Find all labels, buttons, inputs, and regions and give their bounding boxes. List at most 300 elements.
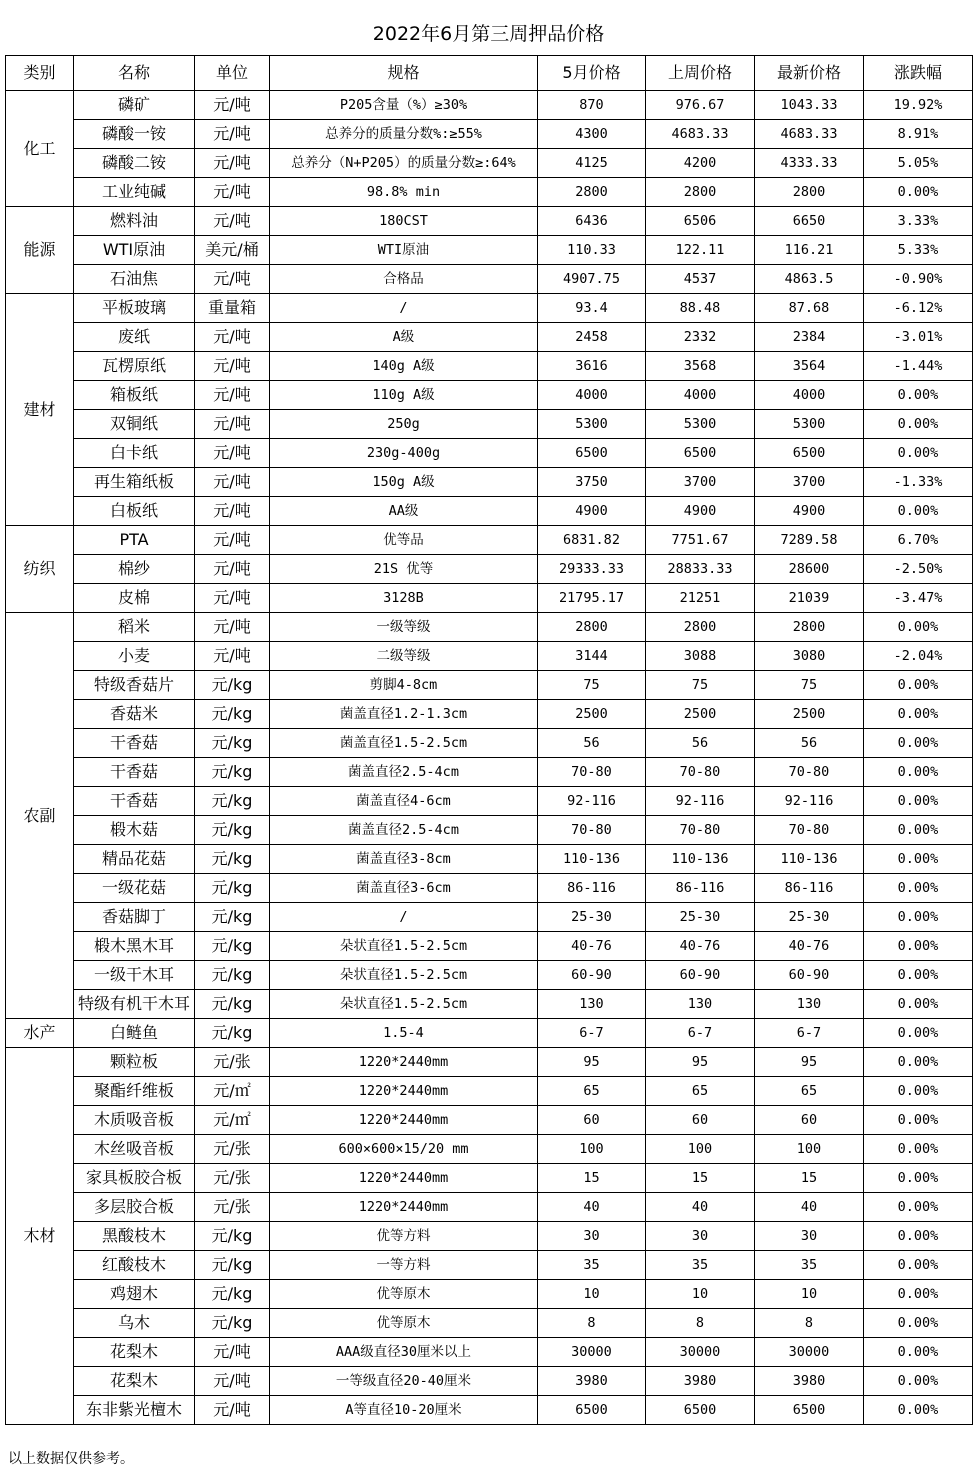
- last-week-price-cell: 35: [646, 1251, 755, 1280]
- change-rate-cell: 0.00%: [864, 816, 973, 845]
- last-week-price-cell: 70-80: [646, 816, 755, 845]
- item-unit-cell: 元/㎡: [195, 1077, 270, 1106]
- last-week-price-cell: 110-136: [646, 845, 755, 874]
- may-price-cell: 110-136: [538, 845, 646, 874]
- change-rate-cell: 0.00%: [864, 1106, 973, 1135]
- last-week-price-cell: 25-30: [646, 903, 755, 932]
- header-category: 类别: [6, 56, 74, 91]
- item-unit-cell: 元/kg: [195, 1309, 270, 1338]
- item-name-cell: 双铜纸: [74, 410, 195, 439]
- item-unit-cell: 元/kg: [195, 758, 270, 787]
- item-name-cell: 磷酸二铵: [74, 149, 195, 178]
- item-unit-cell: 元/吨: [195, 91, 270, 120]
- item-spec-cell: 菌盖直径2.5-4cm: [270, 816, 538, 845]
- item-spec-cell: 总养分（N+P205）的质量分数≥:64%: [270, 149, 538, 178]
- latest-price-cell: 3980: [755, 1367, 864, 1396]
- item-spec-cell: P205含量（%）≥30%: [270, 91, 538, 120]
- item-unit-cell: 元/kg: [195, 845, 270, 874]
- item-name-cell: 乌木: [74, 1309, 195, 1338]
- may-price-cell: 65: [538, 1077, 646, 1106]
- item-unit-cell: 元/吨: [195, 265, 270, 294]
- item-unit-cell: 元/吨: [195, 1367, 270, 1396]
- item-spec-cell: 3128B: [270, 584, 538, 613]
- item-spec-cell: 朵状直径1.5-2.5cm: [270, 961, 538, 990]
- item-name-cell: 白鲢鱼: [74, 1019, 195, 1048]
- item-spec-cell: 菌盖直径1.2-1.3cm: [270, 700, 538, 729]
- item-unit-cell: 元/kg: [195, 1251, 270, 1280]
- last-week-price-cell: 2800: [646, 613, 755, 642]
- last-week-price-cell: 70-80: [646, 758, 755, 787]
- item-name-cell: 精品花菇: [74, 845, 195, 874]
- change-rate-cell: 0.00%: [864, 1309, 973, 1338]
- may-price-cell: 30: [538, 1222, 646, 1251]
- may-price-cell: 35: [538, 1251, 646, 1280]
- table-row: [6, 1019, 973, 1048]
- table-body: [6, 91, 973, 1425]
- table-row: [6, 903, 973, 932]
- item-unit-cell: 元/张: [195, 1193, 270, 1222]
- latest-price-cell: 6-7: [755, 1019, 864, 1048]
- change-rate-cell: -2.04%: [864, 642, 973, 671]
- item-name-cell: 花梨木: [74, 1338, 195, 1367]
- item-unit-cell: 元/kg: [195, 1280, 270, 1309]
- last-week-price-cell: 30000: [646, 1338, 755, 1367]
- last-week-price-cell: 2332: [646, 323, 755, 352]
- may-price-cell: 3980: [538, 1367, 646, 1396]
- may-price-cell: 21795.17: [538, 584, 646, 613]
- last-week-price-cell: 2500: [646, 700, 755, 729]
- item-spec-cell: 1220*2440mm: [270, 1077, 538, 1106]
- item-unit-cell: 元/张: [195, 1135, 270, 1164]
- item-spec-cell: 600×600×15/20 mm: [270, 1135, 538, 1164]
- header-latest-price: 最新价格: [755, 56, 864, 91]
- item-name-cell: 家具板胶合板: [74, 1164, 195, 1193]
- item-spec-cell: 1.5-4: [270, 1019, 538, 1048]
- latest-price-cell: 100: [755, 1135, 864, 1164]
- change-rate-cell: 0.00%: [864, 961, 973, 990]
- change-rate-cell: -0.90%: [864, 265, 973, 294]
- item-unit-cell: 元/吨: [195, 1338, 270, 1367]
- latest-price-cell: 130: [755, 990, 864, 1019]
- table-row: [6, 352, 973, 381]
- change-rate-cell: 0.00%: [864, 497, 973, 526]
- table-row: [6, 149, 973, 178]
- table-row: [6, 816, 973, 845]
- last-week-price-cell: 6506: [646, 207, 755, 236]
- table-row: [6, 555, 973, 584]
- item-name-cell: 箱板纸: [74, 381, 195, 410]
- item-unit-cell: 元/吨: [195, 468, 270, 497]
- item-name-cell: 聚酯纤维板: [74, 1077, 195, 1106]
- last-week-price-cell: 56: [646, 729, 755, 758]
- item-name-cell: 干香菇: [74, 787, 195, 816]
- item-unit-cell: 元/kg: [195, 961, 270, 990]
- item-spec-cell: 优等原木: [270, 1309, 538, 1338]
- item-unit-cell: 元/kg: [195, 874, 270, 903]
- change-rate-cell: 0.00%: [864, 845, 973, 874]
- item-name-cell: 椴木黑木耳: [74, 932, 195, 961]
- may-price-cell: 6831.82: [538, 526, 646, 555]
- item-name-cell: 废纸: [74, 323, 195, 352]
- item-name-cell: 椴木菇: [74, 816, 195, 845]
- latest-price-cell: 3564: [755, 352, 864, 381]
- last-week-price-cell: 40-76: [646, 932, 755, 961]
- table-row: [6, 1135, 973, 1164]
- table-row: [6, 1280, 973, 1309]
- may-price-cell: 6500: [538, 439, 646, 468]
- item-name-cell: 红酸枝木: [74, 1251, 195, 1280]
- table-row: [6, 526, 973, 555]
- latest-price-cell: 3700: [755, 468, 864, 497]
- item-spec-cell: A级: [270, 323, 538, 352]
- category-cell: 纺织: [6, 526, 74, 613]
- table-row: [6, 1164, 973, 1193]
- table-row: [6, 845, 973, 874]
- item-spec-cell: 250g: [270, 410, 538, 439]
- change-rate-cell: 0.00%: [864, 1048, 973, 1077]
- item-spec-cell: 21S 优等: [270, 555, 538, 584]
- item-unit-cell: 元/吨: [195, 381, 270, 410]
- item-name-cell: 皮棉: [74, 584, 195, 613]
- item-unit-cell: 元/kg: [195, 1222, 270, 1251]
- sheet-title: 2022年6月第三周押品价格: [372, 22, 605, 45]
- table-row: [6, 729, 973, 758]
- table-row: [6, 1193, 973, 1222]
- item-name-cell: 磷酸一铵: [74, 120, 195, 149]
- may-price-cell: 92-116: [538, 787, 646, 816]
- last-week-price-cell: 28833.33: [646, 555, 755, 584]
- item-unit-cell: 元/kg: [195, 787, 270, 816]
- last-week-price-cell: 3700: [646, 468, 755, 497]
- item-unit-cell: 元/吨: [195, 352, 270, 381]
- table-row: [6, 1309, 973, 1338]
- last-week-price-cell: 4683.33: [646, 120, 755, 149]
- may-price-cell: 29333.33: [538, 555, 646, 584]
- item-unit-cell: 元/吨: [195, 497, 270, 526]
- change-rate-cell: 0.00%: [864, 1193, 973, 1222]
- item-unit-cell: 元/张: [195, 1048, 270, 1077]
- latest-price-cell: 86-116: [755, 874, 864, 903]
- header-change: 涨跌幅: [864, 56, 973, 91]
- latest-price-cell: 6650: [755, 207, 864, 236]
- latest-price-cell: 4000: [755, 381, 864, 410]
- latest-price-cell: 65: [755, 1077, 864, 1106]
- table-row: [6, 1251, 973, 1280]
- may-price-cell: 2800: [538, 178, 646, 207]
- last-week-price-cell: 6-7: [646, 1019, 755, 1048]
- footnote: 以上数据仅供参考。: [8, 1451, 134, 1467]
- latest-price-cell: 116.21: [755, 236, 864, 265]
- change-rate-cell: -1.33%: [864, 468, 973, 497]
- table-row: [6, 265, 973, 294]
- header-name: 名称: [74, 56, 195, 91]
- item-spec-cell: 1220*2440mm: [270, 1106, 538, 1135]
- latest-price-cell: 87.68: [755, 294, 864, 323]
- category-cell: 水产: [6, 1019, 74, 1048]
- item-spec-cell: 朵状直径1.5-2.5cm: [270, 932, 538, 961]
- item-unit-cell: 元/kg: [195, 729, 270, 758]
- may-price-cell: 75: [538, 671, 646, 700]
- may-price-cell: 60-90: [538, 961, 646, 990]
- may-price-cell: 30000: [538, 1338, 646, 1367]
- change-rate-cell: 0.00%: [864, 1222, 973, 1251]
- latest-price-cell: 6500: [755, 1396, 864, 1425]
- table-row: [6, 700, 973, 729]
- latest-price-cell: 2800: [755, 613, 864, 642]
- change-rate-cell: 0.00%: [864, 178, 973, 207]
- item-spec-cell: 二级等级: [270, 642, 538, 671]
- may-price-cell: 110.33: [538, 236, 646, 265]
- table-row: [6, 961, 973, 990]
- header-may-price: 5月价格: [538, 56, 646, 91]
- item-spec-cell: 总养分的质量分数%:≥55%: [270, 120, 538, 149]
- table-row: [6, 787, 973, 816]
- item-spec-cell: 98.8% min: [270, 178, 538, 207]
- latest-price-cell: 70-80: [755, 758, 864, 787]
- may-price-cell: 6500: [538, 1396, 646, 1425]
- last-week-price-cell: 2800: [646, 178, 755, 207]
- table-row: [6, 671, 973, 700]
- item-spec-cell: 140g A级: [270, 352, 538, 381]
- item-spec-cell: 优等原木: [270, 1280, 538, 1309]
- change-rate-cell: 0.00%: [864, 410, 973, 439]
- table-row: [6, 1338, 973, 1367]
- category-cell: 木材: [6, 1048, 74, 1425]
- latest-price-cell: 1043.33: [755, 91, 864, 120]
- last-week-price-cell: 40: [646, 1193, 755, 1222]
- last-week-price-cell: 65: [646, 1077, 755, 1106]
- item-name-cell: WTI原油: [74, 236, 195, 265]
- table-row: [6, 1367, 973, 1396]
- latest-price-cell: 110-136: [755, 845, 864, 874]
- item-spec-cell: 180CST: [270, 207, 538, 236]
- latest-price-cell: 10: [755, 1280, 864, 1309]
- table-row: [6, 410, 973, 439]
- item-spec-cell: WTI原油: [270, 236, 538, 265]
- item-name-cell: 香菇脚丁: [74, 903, 195, 932]
- change-rate-cell: 0.00%: [864, 1135, 973, 1164]
- change-rate-cell: 0.00%: [864, 439, 973, 468]
- may-price-cell: 4907.75: [538, 265, 646, 294]
- change-rate-cell: 0.00%: [864, 381, 973, 410]
- item-name-cell: 石油焦: [74, 265, 195, 294]
- item-spec-cell: 菌盖直径1.5-2.5cm: [270, 729, 538, 758]
- item-name-cell: 干香菇: [74, 758, 195, 787]
- may-price-cell: 2500: [538, 700, 646, 729]
- may-price-cell: 130: [538, 990, 646, 1019]
- item-unit-cell: 元/吨: [195, 207, 270, 236]
- latest-price-cell: 15: [755, 1164, 864, 1193]
- price-table: [5, 55, 973, 1425]
- latest-price-cell: 21039: [755, 584, 864, 613]
- item-spec-cell: 110g A级: [270, 381, 538, 410]
- change-rate-cell: -2.50%: [864, 555, 973, 584]
- category-cell: 建材: [6, 294, 74, 526]
- item-unit-cell: 元/吨: [195, 439, 270, 468]
- change-rate-cell: 19.92%: [864, 91, 973, 120]
- may-price-cell: 70-80: [538, 816, 646, 845]
- item-spec-cell: /: [270, 903, 538, 932]
- may-price-cell: 10: [538, 1280, 646, 1309]
- item-spec-cell: 230g-400g: [270, 439, 538, 468]
- item-unit-cell: 重量箱: [195, 294, 270, 323]
- item-unit-cell: 元/吨: [195, 555, 270, 584]
- may-price-cell: 3144: [538, 642, 646, 671]
- item-spec-cell: 一等级直径20-40厘米: [270, 1367, 538, 1396]
- may-price-cell: 95: [538, 1048, 646, 1077]
- latest-price-cell: 8: [755, 1309, 864, 1338]
- item-spec-cell: 菌盖直径3-6cm: [270, 874, 538, 903]
- change-rate-cell: 0.00%: [864, 903, 973, 932]
- item-name-cell: 特级香菇片: [74, 671, 195, 700]
- change-rate-cell: -3.01%: [864, 323, 973, 352]
- last-week-price-cell: 95: [646, 1048, 755, 1077]
- item-name-cell: 黑酸枝木: [74, 1222, 195, 1251]
- item-unit-cell: 元/kg: [195, 990, 270, 1019]
- last-week-price-cell: 60-90: [646, 961, 755, 990]
- item-name-cell: 工业纯碱: [74, 178, 195, 207]
- latest-price-cell: 28600: [755, 555, 864, 584]
- latest-price-cell: 75: [755, 671, 864, 700]
- may-price-cell: 4125: [538, 149, 646, 178]
- item-name-cell: 瓦楞原纸: [74, 352, 195, 381]
- change-rate-cell: 0.00%: [864, 758, 973, 787]
- table-row: [6, 1106, 973, 1135]
- last-week-price-cell: 88.48: [646, 294, 755, 323]
- table-row: [6, 178, 973, 207]
- table-row: [6, 294, 973, 323]
- last-week-price-cell: 122.11: [646, 236, 755, 265]
- latest-price-cell: 25-30: [755, 903, 864, 932]
- last-week-price-cell: 3568: [646, 352, 755, 381]
- last-week-price-cell: 7751.67: [646, 526, 755, 555]
- table-row: [6, 497, 973, 526]
- header-row: [6, 56, 973, 91]
- last-week-price-cell: 3088: [646, 642, 755, 671]
- header-unit: 单位: [195, 56, 270, 91]
- latest-price-cell: 2384: [755, 323, 864, 352]
- table-row: [6, 323, 973, 352]
- table-row: [6, 758, 973, 787]
- latest-price-cell: 7289.58: [755, 526, 864, 555]
- table-row: [6, 120, 973, 149]
- item-spec-cell: AA级: [270, 497, 538, 526]
- item-unit-cell: 元/吨: [195, 526, 270, 555]
- latest-price-cell: 92-116: [755, 787, 864, 816]
- item-name-cell: 白板纸: [74, 497, 195, 526]
- item-unit-cell: 元/吨: [195, 149, 270, 178]
- item-unit-cell: 元/吨: [195, 178, 270, 207]
- latest-price-cell: 95: [755, 1048, 864, 1077]
- change-rate-cell: 0.00%: [864, 1251, 973, 1280]
- table-row: [6, 468, 973, 497]
- latest-price-cell: 35: [755, 1251, 864, 1280]
- item-name-cell: 香菇米: [74, 700, 195, 729]
- change-rate-cell: 0.00%: [864, 1396, 973, 1425]
- item-name-cell: 一级花菇: [74, 874, 195, 903]
- last-week-price-cell: 10: [646, 1280, 755, 1309]
- table-row: [6, 1396, 973, 1425]
- may-price-cell: 93.4: [538, 294, 646, 323]
- change-rate-cell: 3.33%: [864, 207, 973, 236]
- item-spec-cell: 菌盖直径3-8cm: [270, 845, 538, 874]
- item-unit-cell: 元/吨: [195, 642, 270, 671]
- item-name-cell: 小麦: [74, 642, 195, 671]
- may-price-cell: 60: [538, 1106, 646, 1135]
- item-unit-cell: 元/吨: [195, 120, 270, 149]
- last-week-price-cell: 6500: [646, 1396, 755, 1425]
- item-unit-cell: 元/kg: [195, 700, 270, 729]
- change-rate-cell: 6.70%: [864, 526, 973, 555]
- item-name-cell: 多层胶合板: [74, 1193, 195, 1222]
- may-price-cell: 5300: [538, 410, 646, 439]
- table-row: [6, 207, 973, 236]
- latest-price-cell: 40-76: [755, 932, 864, 961]
- may-price-cell: 870: [538, 91, 646, 120]
- table-row: [6, 584, 973, 613]
- latest-price-cell: 4900: [755, 497, 864, 526]
- item-spec-cell: 一级等级: [270, 613, 538, 642]
- may-price-cell: 56: [538, 729, 646, 758]
- change-rate-cell: 0.00%: [864, 1077, 973, 1106]
- last-week-price-cell: 976.67: [646, 91, 755, 120]
- change-rate-cell: 0.00%: [864, 1338, 973, 1367]
- item-spec-cell: 优等方料: [270, 1222, 538, 1251]
- change-rate-cell: 0.00%: [864, 671, 973, 700]
- item-unit-cell: 元/kg: [195, 1019, 270, 1048]
- table-row: [6, 1048, 973, 1077]
- table-row: [6, 1222, 973, 1251]
- table-row: [6, 236, 973, 265]
- change-rate-cell: 0.00%: [864, 700, 973, 729]
- may-price-cell: 4300: [538, 120, 646, 149]
- item-unit-cell: 元/张: [195, 1164, 270, 1193]
- latest-price-cell: 60-90: [755, 961, 864, 990]
- item-unit-cell: 元/吨: [195, 1396, 270, 1425]
- item-spec-cell: 一等方料: [270, 1251, 538, 1280]
- change-rate-cell: 0.00%: [864, 729, 973, 758]
- change-rate-cell: 5.05%: [864, 149, 973, 178]
- may-price-cell: 86-116: [538, 874, 646, 903]
- table-row: [6, 642, 973, 671]
- change-rate-cell: 0.00%: [864, 1280, 973, 1309]
- item-name-cell: 燃料油: [74, 207, 195, 236]
- item-unit-cell: 元/㎡: [195, 1106, 270, 1135]
- change-rate-cell: 0.00%: [864, 787, 973, 816]
- change-rate-cell: 0.00%: [864, 613, 973, 642]
- item-spec-cell: 菌盖直径4-6cm: [270, 787, 538, 816]
- latest-price-cell: 4333.33: [755, 149, 864, 178]
- change-rate-cell: 8.91%: [864, 120, 973, 149]
- item-name-cell: 花梨木: [74, 1367, 195, 1396]
- latest-price-cell: 30000: [755, 1338, 864, 1367]
- last-week-price-cell: 4537: [646, 265, 755, 294]
- may-price-cell: 4900: [538, 497, 646, 526]
- latest-price-cell: 4863.5: [755, 265, 864, 294]
- item-name-cell: 木丝吸音板: [74, 1135, 195, 1164]
- may-price-cell: 15: [538, 1164, 646, 1193]
- item-name-cell: 一级干木耳: [74, 961, 195, 990]
- table-row: [6, 439, 973, 468]
- table-row: [6, 990, 973, 1019]
- item-name-cell: 磷矿: [74, 91, 195, 120]
- item-spec-cell: A等直径10-20厘米: [270, 1396, 538, 1425]
- item-unit-cell: 元/吨: [195, 410, 270, 439]
- item-unit-cell: 元/kg: [195, 932, 270, 961]
- last-week-price-cell: 8: [646, 1309, 755, 1338]
- change-rate-cell: 0.00%: [864, 1164, 973, 1193]
- item-name-cell: 鸡翅木: [74, 1280, 195, 1309]
